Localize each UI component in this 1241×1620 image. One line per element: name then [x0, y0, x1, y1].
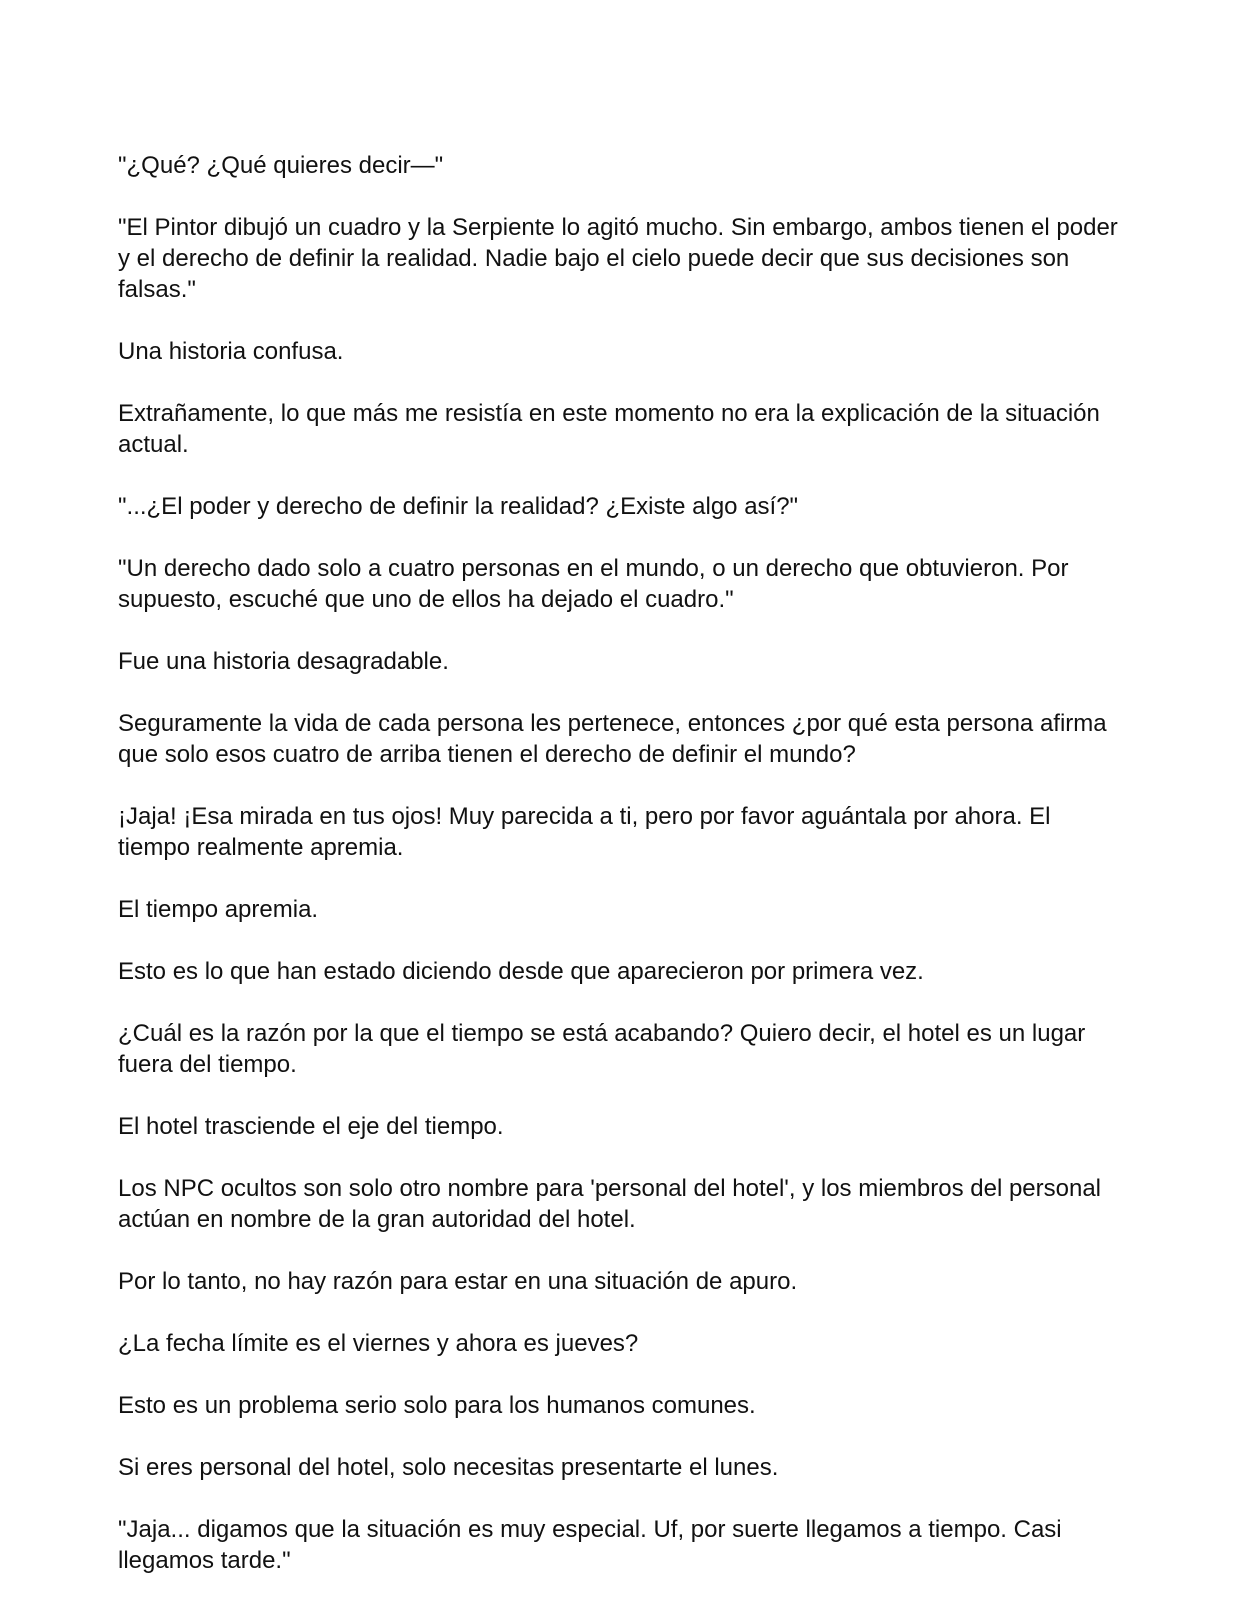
paragraph: "¿Qué? ¿Qué quieres decir—" — [118, 152, 444, 179]
paragraph: El hotel trasciende el eje del tiempo. — [118, 1113, 504, 1140]
paragraph: Fue una historia desagradable. — [118, 648, 449, 675]
paragraph: Por lo tanto, no hay razón para estar en una situación de apuro. — [118, 1268, 798, 1295]
paragraph: El tiempo apremia. — [118, 896, 319, 923]
paragraph: Una historia confusa. — [118, 338, 344, 365]
paragraph: "El Pintor dibujó un cuadro y la Serpiente lo agitó mucho. Sin embargo, ambos tienen el poder y el derecho de definir la realidad. Nadie bajo el cielo puede decir que sus decisiones son falsas." — [118, 214, 1118, 303]
paragraph: "...¿El poder y derecho de definir la realidad? ¿Existe algo así?" — [118, 493, 799, 520]
paragraph: Esto es un problema serio solo para los humanos comunes. — [118, 1392, 756, 1419]
paragraph: Seguramente la vida de cada persona les pertenece, entonces ¿por qué esta persona afirma que solo esos cuatro de arriba tienen el derecho de definir el mundo? — [118, 710, 1107, 768]
paragraph: Los NPC ocultos son solo otro nombre para 'personal del hotel', y los miembros del personal actúan en nombre de la gran autoridad del hotel. — [118, 1175, 1102, 1233]
paragraph: Si eres personal del hotel, solo necesitas presentarte el lunes. — [118, 1454, 779, 1481]
document-body — [118, 150, 1128, 1607]
paragraph: ¡Jaja! ¡Esa mirada en tus ojos! Muy parecida a ti, pero por favor aguántala por ahora. El tiempo realmente apremia. — [118, 803, 1051, 861]
paragraph: Esto es lo que han estado diciendo desde que aparecieron por primera vez. — [118, 958, 924, 985]
paragraph: "Jaja... digamos que la situación es muy especial. Uf, por suerte llegamos a tiempo. Casi llegamos tarde." — [118, 1516, 1062, 1574]
paragraph: ¿Cuál es la razón por la que el tiempo se está acabando? Quiero decir, el hotel es un lugar fuera del tiempo. — [118, 1020, 1086, 1078]
paragraph: Extrañamente, lo que más me resistía en este momento no era la explicación de la situación actual. — [118, 400, 1100, 458]
paragraph: ¿La fecha límite es el viernes y ahora es jueves? — [118, 1330, 639, 1357]
paragraph: "Un derecho dado solo a cuatro personas en el mundo, o un derecho que obtuvieron. Por supuesto, escuché que uno de ellos ha dejado el cuadro." — [118, 555, 1069, 613]
